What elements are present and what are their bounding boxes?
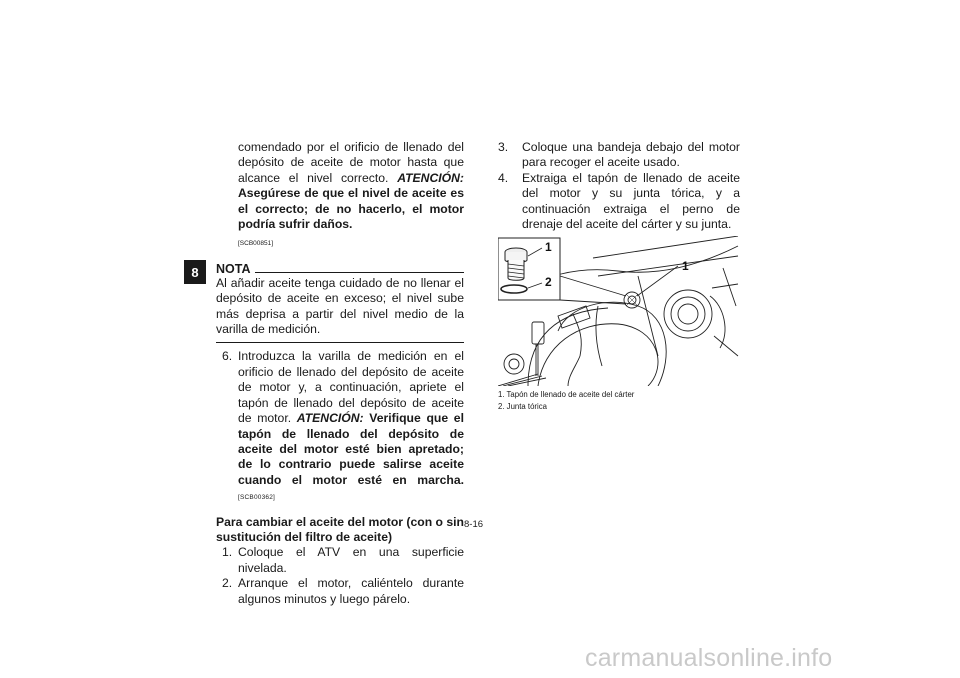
step-3 [498, 140, 740, 171]
nota-label: NOTA [216, 261, 251, 276]
step-1-text: Coloque el ATV en una superficie nivelada. [238, 545, 464, 575]
step-6-text: Introduzca la varilla de medición en el orificio de llenado del depósito de aceite de motor y, a continuación, apriete el tapón de llenado del depósito de aceite de motor. [238, 349, 464, 426]
step-2 [216, 576, 464, 607]
callout-2-label: 2 [545, 275, 552, 289]
chapter-tab: 8 [184, 260, 206, 284]
nota-rule [255, 272, 465, 273]
figure-captions [498, 389, 740, 412]
continuation-text: comendado por el orificio de llenado del depósito de aceite de motor hasta que alcance el nivel correcto. [238, 140, 464, 185]
step-4-number: 4. [498, 170, 509, 185]
callout-1-label: 1 [545, 240, 552, 254]
right-column [498, 140, 740, 232]
engine-drawing [498, 236, 740, 386]
section-heading: Para cambiar el aceite del motor (con o sin sustitución del filtro de aceite) [216, 514, 464, 544]
step-2-number: 2. [222, 576, 233, 591]
nota-end-rule [216, 342, 464, 343]
step-6-code: [SCB00362] [238, 494, 276, 502]
atencion-label: ATENCIÓN: [397, 170, 464, 185]
step-4 [498, 171, 740, 233]
watermark: carmanualsonline.info [585, 644, 833, 672]
step-6-number: 6. [222, 349, 233, 364]
caption-1: 1. Tapón de llenado de aceite del cárter [498, 390, 635, 399]
page-number: 8-16 [464, 519, 484, 530]
warning-code: [SCB00851] [238, 240, 274, 248]
nota-text: Al añadir aceite tenga cuidado de no llenar el depósito de aceite en exceso; el nivel sube más deprisa a partir del nivel medio de la varilla de medición. [216, 275, 464, 337]
continuation-paragraph [216, 140, 464, 232]
callout-1-engine-label: 1 [682, 259, 689, 273]
warning-text: Asegúrese de que el nivel de aceite es el correcto; de no hacerlo, el motor podría sufrir daños. [238, 186, 464, 232]
step-1 [216, 545, 464, 576]
nota-header [216, 262, 464, 276]
caption-2: 2. Junta tórica [498, 401, 547, 411]
step-4-text: Extraiga el tapón de llenado de aceite del motor y su junta tórica, y a continuación extraiga el perno de drenaje del aceite del cárter y su junta. [522, 170, 740, 232]
step-6 [216, 349, 464, 505]
step-6-warning: Verifique que el tapón de llenado del depósito de aceite del motor esté bien apretado; de lo contrario puede salirse aceite cuando el motor esté en marcha. [238, 411, 464, 487]
step-6-atencion: ATENCIÓN: [296, 411, 364, 426]
step-3-number: 3. [498, 140, 509, 154]
step-1-number: 1. [222, 545, 233, 560]
step-3-text: Coloque una bandeja debajo del motor para recoger el aceite usado. [522, 140, 740, 170]
left-column [216, 140, 464, 607]
step-2-text: Arranque el motor, caliéntelo durante algunos minutos y luego párelo. [238, 576, 464, 606]
engine-illustration [498, 236, 740, 386]
